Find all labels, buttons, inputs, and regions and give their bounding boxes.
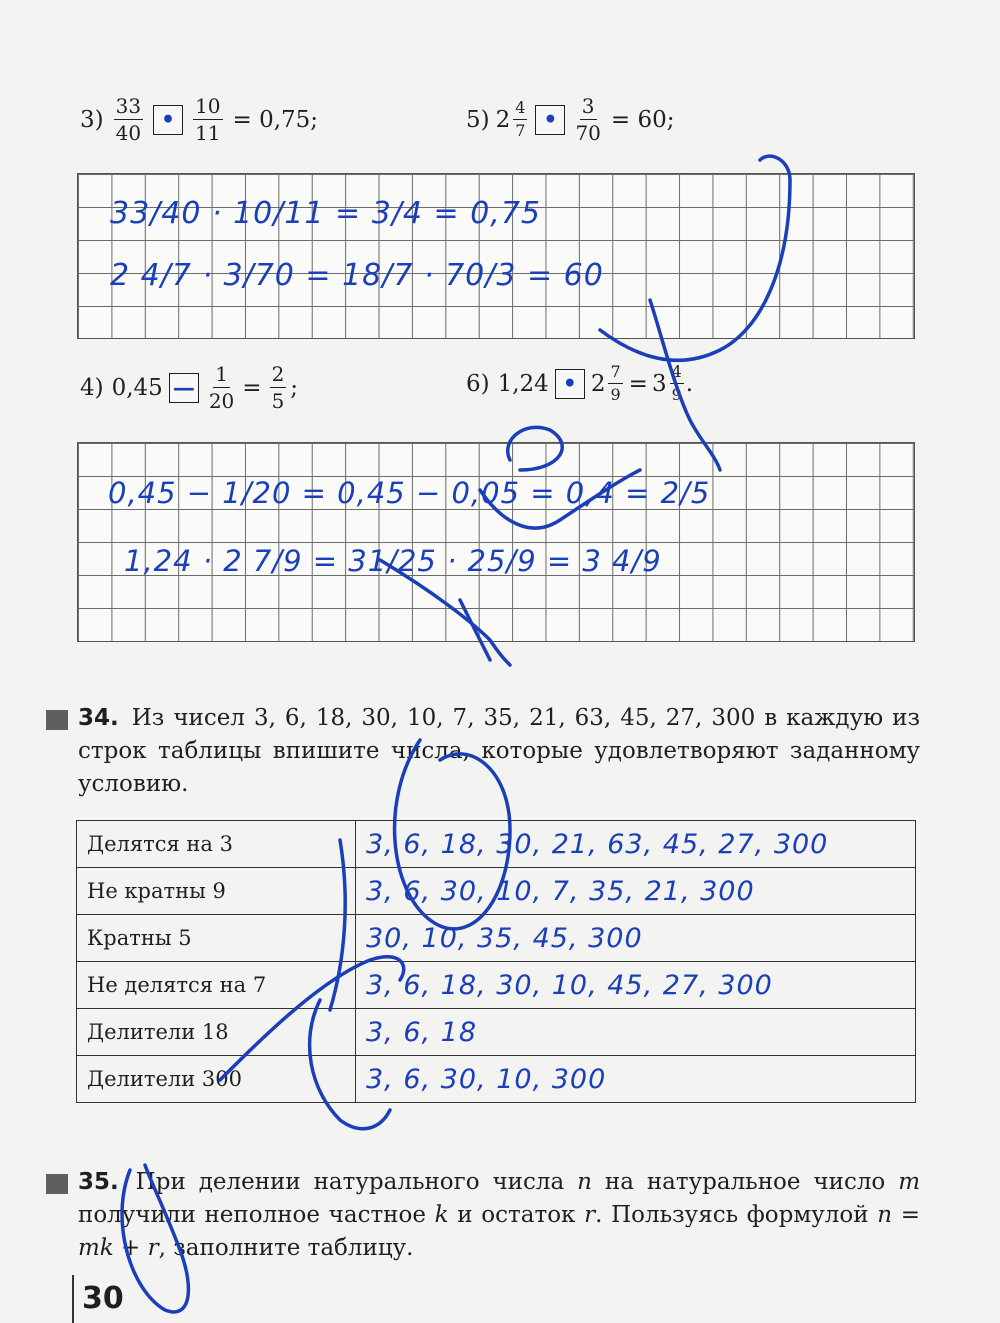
condition-label: Не кратны 9 — [77, 868, 356, 915]
variable: k — [434, 1202, 449, 1228]
operation-box[interactable]: • — [153, 105, 183, 135]
equals-sign: = — [628, 370, 648, 397]
exercise-label: 3) — [80, 106, 104, 133]
variable: n — [577, 1169, 592, 1195]
punctuation: . — [685, 370, 694, 397]
numerator: 1 — [215, 362, 228, 386]
check-mark-stroke — [480, 470, 640, 528]
answer-cell[interactable]: 30, 10, 35, 45, 300 — [356, 915, 916, 962]
text-fragment: и остаток — [457, 1202, 576, 1228]
denominator: 20 — [208, 389, 235, 413]
whole-part: 3 — [651, 370, 667, 397]
check-mark-stroke — [395, 740, 510, 929]
denominator: 9 — [610, 385, 621, 404]
exercise-label: 4) — [80, 374, 104, 401]
numerator: 4 — [513, 100, 527, 120]
check-mark-stroke — [508, 427, 562, 470]
denominator: 5 — [271, 389, 285, 413]
numerator: 10 — [195, 94, 221, 118]
condition-label: Кратны 5 — [77, 915, 356, 962]
denominator: 7 — [515, 121, 526, 140]
handwritten-solution: 33/40 · 10/11 = 3/4 = 0,75 — [110, 196, 542, 231]
numerator: 4 — [670, 364, 684, 384]
exercise-label: 5) — [466, 106, 490, 133]
denominator: 11 — [195, 121, 221, 145]
result: = 0,75; — [232, 106, 319, 133]
page-number: 30 — [72, 1275, 142, 1323]
check-mark-stroke — [460, 600, 490, 660]
condition-label: Делители 300 — [77, 1056, 356, 1103]
answer-cell[interactable]: 3, 6, 18, 30, 21, 63, 45, 27, 300 — [356, 821, 916, 868]
condition-label: Не делятся на 7 — [77, 962, 356, 1009]
handwritten-solution: 0,45 − 1/20 = 0,45 − 0,05 = 0,4 = 2/5 — [108, 476, 711, 510]
decimal: 1,24 — [497, 370, 549, 397]
check-mark-stroke — [380, 560, 510, 665]
task-number: 34. — [78, 705, 119, 731]
numerator: 33 — [115, 94, 142, 118]
whole-part: 2 — [495, 106, 511, 133]
check-mark-stroke — [330, 840, 345, 1010]
exercise-label: 6) — [466, 370, 490, 397]
denominator: 9 — [671, 385, 682, 404]
whole-part: 2 — [590, 370, 606, 397]
text-fragment: получили неполное частное — [78, 1202, 426, 1228]
variable: m — [898, 1169, 921, 1195]
handwritten-solution: 2 4/7 · 3/70 = 18/7 · 70/3 = 60 — [110, 258, 604, 293]
numerator: 2 — [271, 362, 285, 386]
check-mark-stroke — [122, 1165, 188, 1312]
variable: r — [584, 1202, 596, 1228]
handwritten-solution: 1,24 · 2 7/9 = 31/25 · 25/9 = 3 4/9 — [124, 544, 662, 578]
numerator: 3 — [581, 94, 595, 118]
formula: n = mk + r — [78, 1202, 921, 1261]
text-fragment: на натуральное число — [604, 1169, 886, 1195]
equals-sign: = — [242, 374, 262, 401]
check-mark-stroke — [650, 300, 720, 470]
operation-box[interactable]: • — [555, 369, 585, 399]
denominator: 40 — [115, 121, 142, 145]
answer-cell[interactable]: 3, 6, 18 — [356, 1009, 916, 1056]
text-fragment: При делении натурального числа — [135, 1169, 565, 1195]
result: = 60; — [610, 106, 675, 133]
condition-label: Делители 18 — [77, 1009, 356, 1056]
condition-label: Делятся на 3 — [77, 821, 356, 868]
operation-box[interactable]: • — [535, 105, 565, 135]
operation-box[interactable]: — — [169, 373, 199, 403]
answer-cell[interactable]: 3, 6, 30, 10, 300 — [356, 1056, 916, 1103]
answer-cell[interactable]: 3, 6, 18, 30, 10, 45, 27, 300 — [356, 962, 916, 1009]
task-number: 35. — [78, 1169, 119, 1195]
text-fragment: . Пользуясь формулой — [595, 1202, 869, 1228]
answer-cell[interactable]: 3, 6, 30, 10, 7, 35, 21, 300 — [356, 868, 916, 915]
decimal: 0,45 — [111, 374, 163, 401]
text-fragment: , заполните таблицу. — [158, 1235, 414, 1261]
check-mark-stroke — [310, 1000, 390, 1129]
task-statement: Из чисел 3, 6, 18, 30, 10, 7, 35, 21, 63, 45, 27, 300 в каждую из строк таблицы впишите числа, которые удовлетворяют заданному условию. — [78, 705, 921, 797]
denominator: 70 — [575, 121, 601, 145]
punctuation: ; — [290, 374, 299, 401]
check-mark-stroke — [600, 156, 790, 360]
numerator: 7 — [608, 364, 622, 384]
